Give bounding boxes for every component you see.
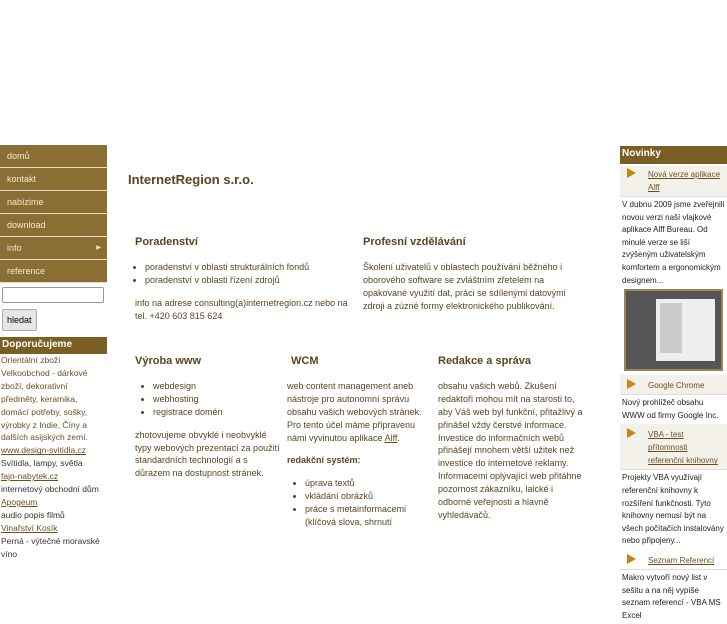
news-text: Projekty VBA využívají referenční knihovny k rozšíření funkčnosti. Tyto knihovny nemusí být na všech počítačích instalovány nebo připojeny...: [620, 469, 727, 550]
news-text: Nový prohlížeč obsahu WWW od firmy Google Inc.: [620, 394, 727, 424]
news-item-title: [620, 375, 727, 394]
section-subtitle: redakční systém:: [287, 455, 361, 466]
section-title: Poradenství: [135, 236, 198, 248]
news-link[interactable]: Google Chrome: [648, 381, 705, 391]
news-text-content: V dubnu 2009 jsme zveřejnili novou verzi naší vlajkové aplikace Alff Bureau. Od minulé verze se liší zvýšeným uživatelským komfortem a ergonomickým designem...: [622, 200, 725, 285]
submenu-arrow-icon: ▶: [96, 245, 101, 251]
recommend-link[interactable]: www.design-svitidla.cz: [1, 445, 87, 456]
section-vyroba: [135, 355, 280, 490]
recommend-link[interactable]: Apogeum: [1, 496, 38, 507]
section-text: info na adrese consulting(a)internetregion.cz nebo na tel. +420 603 815 624: [135, 297, 348, 321]
section-text: zhotovujeme obvyklé i neobvyklé typy webových prezentací za použití standardních technologií a s důrazem na dostupnost stránek.: [135, 429, 280, 479]
nav-contact[interactable]: kontakt: [0, 168, 107, 191]
news-item-title: [620, 424, 727, 469]
list-item: • webhosting: [153, 393, 280, 406]
recommend-heading: Doporučujeme: [0, 337, 107, 354]
section-wcm: WCM web content management aneb nástroje pro autonomní správu obsahu vašich webových stránek. Pro tento účel máme připravenu námi vyvinutou aplikace Alff. redakční systém: • úprava textů • vkládání obrázků • práce s metainformacemi (klíčová slova, shrnutí: [287, 355, 429, 539]
nav-reference[interactable]: reference: [0, 260, 107, 283]
news-link[interactable]: Nová verze aplikace Alff: [648, 170, 721, 192]
nav-info[interactable]: [0, 237, 107, 260]
nav-home[interactable]: domů: [0, 145, 107, 168]
list-item: • vkládání obrázků: [305, 490, 429, 503]
section-text: Školení uživatelů v oblastech používání běžného i oborového software se zvláštním zřetelem na opakované využití dat, práci se sdílenými datovými zdroji a zúzné formy elektronického publikování.: [363, 261, 566, 311]
alff-link[interactable]: Alff: [384, 432, 398, 443]
section-text: obsahu vašich webů. Zkušení redaktoři mohou mít na starosti to, aby Váš web byl funkční, přitažlivý a přinášel vždy čerstvé informace. Investice do informačních webů přinášejí mnohem větší užitek než investice do internetové reklamy. Informacemi oplývající web přitáhne pozornost zákazníku, laické i odborné veřejnosti a hlavně vyhledávačů.: [438, 380, 583, 520]
recommend-desc: audio popis filmů: [1, 509, 65, 520]
section-title: WCM: [291, 355, 319, 367]
nav-offer[interactable]: nabízime: [0, 191, 107, 214]
recommend-desc: internetový obchodní dům: [1, 484, 99, 495]
recommend-list: [0, 354, 107, 561]
section-title: Profesní vzdělávání: [363, 236, 466, 248]
play-arrow-icon: [627, 379, 636, 389]
list-item: • úprava textů: [305, 477, 429, 490]
section-title: Redakce a správa: [438, 355, 531, 367]
news-link[interactable]: Seznam Referencí: [648, 555, 715, 565]
news-text: [620, 196, 727, 375]
section-vzdelavani: [363, 236, 578, 323]
list-item: • poradenství v oblasti řízení zdrojů: [145, 274, 350, 287]
section-title: Výroba www: [135, 355, 202, 367]
news-sidebar: [620, 146, 727, 624]
nav-download[interactable]: download: [0, 214, 107, 237]
section-poradenstvi: [135, 236, 350, 333]
play-arrow-icon: [627, 168, 636, 178]
recommend-link[interactable]: fajn-nabytek.cz: [1, 471, 59, 482]
play-arrow-icon: [627, 428, 636, 438]
list-item: • práce s metainformacemi (klíčová slova, shrnutí: [305, 503, 429, 529]
recommend-desc: Svítidla, lampy, světla: [1, 458, 83, 469]
list-item: • poradenství v oblasti strukturálních fondů: [145, 261, 350, 274]
section-text: web content management aneb nástroje pro autonomní správu obsahu vašich webových stránek.: [287, 380, 422, 417]
news-heading: Novinky: [620, 146, 727, 164]
section-text: Pro tento účel máme připravenu námi vyvinutou aplikace: [287, 419, 416, 443]
recommend-desc: Perná - výtečné moravské víno: [1, 535, 100, 559]
list-item: • webdesign: [153, 380, 280, 393]
recommend-intro-desc: Velkoobchod - dárkové zboží, dekorativní předměty, keramika, domácí potřeby, sošky, výrobky z Indie, Číny a dalších asijských zemí.: [1, 367, 88, 443]
left-sidebar: [0, 145, 107, 561]
page-title: InternetRegion s.r.o.: [128, 172, 254, 187]
nav-info-label: info: [7, 243, 22, 253]
list-item: • registrace domén: [153, 406, 280, 419]
news-item-title: [620, 550, 727, 569]
play-arrow-icon: [627, 554, 636, 564]
news-item-title: [620, 164, 727, 196]
recommend-link[interactable]: Vinařství Kosík: [1, 522, 58, 533]
search-input[interactable]: [2, 287, 104, 303]
search-button[interactable]: hledat: [2, 309, 37, 331]
recommend-intro: Orientální zboží: [1, 355, 61, 365]
news-link[interactable]: VBA - test přítomnosti referenční knihovny: [648, 430, 718, 466]
section-redakce: [438, 355, 583, 532]
news-screenshot-image[interactable]: [624, 289, 723, 371]
news-text: Makro vytvoří nový list v sešitu a na něj vypíše seznam referencí - VBA MS Excel: [620, 569, 727, 624]
